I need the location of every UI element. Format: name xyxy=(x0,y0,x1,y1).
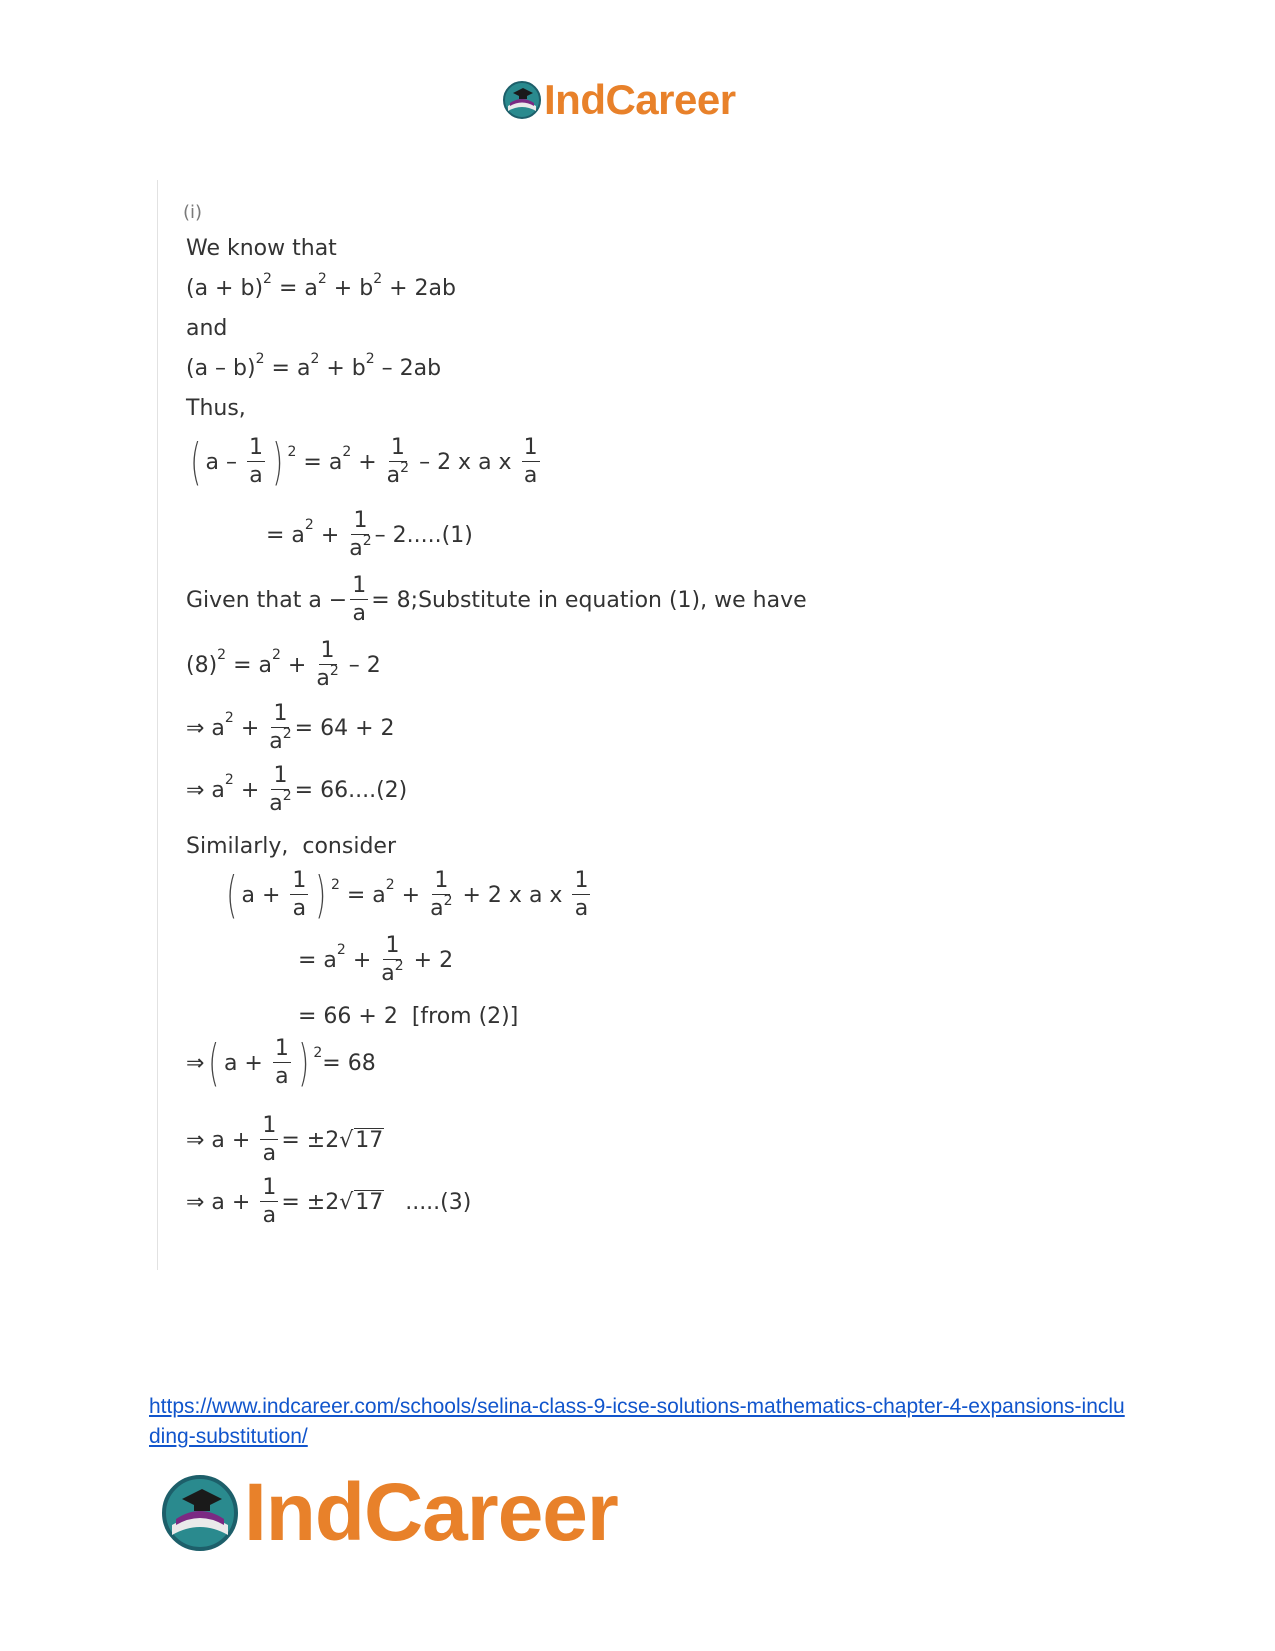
identity-square-diff: (a – b) $^2$ = a $^2$ + b $^2$ – 2ab xyxy=(186,350,442,381)
expansion-simplified: = a $^2$ + $\frac{1}{a^2}$ + 2 xyxy=(298,933,454,986)
expansion-a-plus-inverse: ( a + $\frac{1}{a}$ ) $^2$ = a $^2$ + $\frac{1}{a^2}$ + 2 x a x $\frac{1}{a}$ xyxy=(226,866,589,924)
given-line: Given that a − $\frac{1}{a}$ = 8;Substitute in equation (1), we have xyxy=(186,573,807,626)
identity-square-sum: (a + b) $^2$ = a $^2$ + b $^2$ + 2ab xyxy=(186,270,456,301)
content-left-rule xyxy=(157,180,158,1270)
expansion-a-minus-inverse: ( a – $\frac{1}{a}$ ) $^2$ = a $^2$ + $\frac{1}{a^2}$ – 2 x a x $\frac{1}{a}$ xyxy=(190,433,538,491)
equation-3: ⇒ a + $\frac{1}{a}$ = ±2 √ 17 .....(3) xyxy=(186,1175,472,1228)
logo-text: IndCareer xyxy=(244,1467,618,1558)
graduation-cap-icon xyxy=(160,1473,240,1553)
graduation-cap-icon xyxy=(502,80,542,120)
text-line: Similarly, consider xyxy=(186,834,396,859)
source-url-link[interactable]: https://www.indcareer.com/schools/selina-class-9-icse-solutions-mathematics-chapter-4-expansions-including-substitution/ xyxy=(149,1395,1125,1448)
implies-64: ⇒ a $^2$ + $\frac{1}{a^2}$ = 64 + 2 xyxy=(186,701,395,754)
implies-68: ⇒ ( a + $\frac{1}{a}$ ) $^2$ = 68 xyxy=(186,1034,376,1092)
implies-sqrt: ⇒ a + $\frac{1}{a}$ = ±2 √ 17 xyxy=(186,1113,384,1166)
text-line: and xyxy=(186,316,228,341)
logo-text: IndCareer xyxy=(544,76,736,123)
substitution-line: (8) $^2$ = a $^2$ + $\frac{1}{a^2}$ – 2 xyxy=(186,638,381,691)
part-label: (i) xyxy=(183,202,203,223)
equation-1: = a $^2$ + $\frac{1}{a^2}$ – 2.....(1) xyxy=(266,508,473,561)
text-line: We know that xyxy=(186,236,337,261)
indcareer-logo-bottom xyxy=(160,1466,618,1560)
text-line: Thus, xyxy=(186,396,246,421)
from-equation-2: = 66 + 2 [from (2)] xyxy=(298,1004,519,1029)
equation-2: ⇒ a $^2$ + $\frac{1}{a^2}$ = 66....(2) xyxy=(186,763,408,816)
indcareer-logo-top xyxy=(502,76,736,124)
